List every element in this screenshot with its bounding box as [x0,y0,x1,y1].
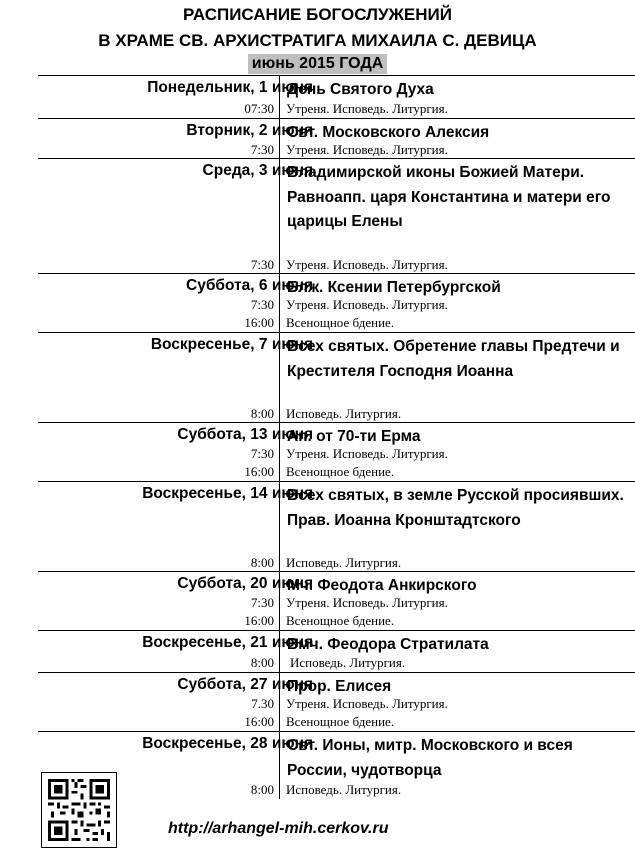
schedule-table [38,75,635,806]
row-day: Воскресенье, 21 июня [142,634,313,651]
row-feast: Всех святых, в земле Русской просиявших. Прав. Иоанна Кронштадтского [287,487,624,529]
row-day: Среда, 3 июня [202,162,313,179]
row-feast: Владимирской иконы Божией Матери. Равноапп. царя Константина и матери его царицы Елены [287,164,611,230]
service-time: 7:30 [250,257,274,272]
service-desc: Утреня. Исповедь. Литургия. [286,595,448,610]
row-day: Воскресенье, 7 июня [150,336,313,353]
row-feast: Всех святых. Обретение главы Предтечи и Крестителя Господня Иоанна [287,338,620,380]
service-desc: Всенощное бдение. [286,464,395,479]
service-time: 07:30 [244,101,274,116]
service-time: 7:30 [250,595,274,610]
service-time: 8:00 [250,655,274,670]
row-feast: Блж. Ксении Петербургской [287,279,501,296]
row-feast: Ап. от 70-ти Ерма [287,428,421,445]
service-time: 16:00 [244,613,274,628]
row-feast: Вмч. Феодора Стратилата [287,636,489,653]
service-line [38,405,635,422]
service-time: 16:00 [244,464,274,479]
schedule-row [38,274,635,333]
service-line [38,695,635,712]
row-day: Понедельник, 1 июня [147,79,313,96]
service-desc: Всенощное бдение. [286,714,395,729]
schedule-row [38,631,635,673]
service-time: 8:00 [250,406,274,421]
row-feast: Мч. Феодота Анкирского [287,577,477,594]
row-feast: День Святого Духа [287,81,434,98]
service-line [38,463,635,480]
service-desc: Утреня. Исповедь. Литургия. [286,297,448,312]
schedule-row [38,732,635,801]
service-time: 8:00 [250,782,274,797]
schedule-row [38,76,635,119]
service-desc: Всенощное бдение. [286,613,395,628]
service-time: 7:30 [250,446,274,461]
service-desc: Исповедь. Литургия. [286,406,402,421]
service-line [38,654,635,671]
row-day: Суббота, 6 июня [186,277,313,294]
service-time: 16:00 [244,315,274,330]
schedule-row [38,482,635,572]
row-day: Вторник, 2 июня [186,122,313,139]
service-line [38,594,635,611]
service-line [38,781,635,798]
service-line [38,713,635,730]
service-desc: Утреня. Исповедь. Литургия. [286,142,448,157]
service-desc: Утреня. Исповедь. Литургия. [286,101,448,116]
service-time: 8:00 [250,555,274,570]
service-line [38,141,635,158]
row-day: Воскресенье, 28 июня [142,735,313,752]
service-line [38,256,635,273]
row-feast: Прор. Елисея [287,678,392,695]
service-line [38,314,635,331]
service-desc: Исповедь. Литургия. [286,555,402,570]
row-feast: Свт. Московского Алексия [287,124,490,141]
title-line-1: РАСПИСАНИЕ БОГОСЛУЖЕНИЙ [183,5,452,24]
month-label: июнь 2015 ГОДА [248,54,388,74]
month-wrap [0,54,635,74]
service-desc: Исповедь. Литургия. [290,655,406,670]
service-line [38,612,635,629]
schedule-row [38,119,635,159]
schedule-row [38,333,635,423]
schedule-row [38,572,635,631]
service-desc: Исповедь. Литургия. [286,782,402,797]
schedule-row [38,673,635,732]
service-time: 7:30 [250,297,274,312]
row-day: Суббота, 13 июня [177,426,313,443]
row-day: Суббота, 20 июня [177,575,313,592]
schedule-row [38,423,635,482]
service-desc: Утреня. Исповедь. Литургия. [286,696,448,711]
service-line [38,554,635,571]
qr-code-icon [41,772,117,848]
schedule-row [38,159,635,274]
service-desc: Утреня. Исповедь. Литургия. [286,446,448,461]
row-feast: Свт. Ионы, митр. Московского и всея России, чудотворца [287,737,573,779]
service-time: 16:00 [244,714,274,729]
service-desc: Утреня. Исповедь. Литургия. [286,257,448,272]
service-line [38,100,635,117]
title-line-2: В ХРАМЕ СВ. АРХИСТРАТИГА МИХАИЛА С. ДЕВИЦА [98,31,537,50]
service-line [38,296,635,313]
service-line [38,445,635,462]
service-time: 7:30 [250,142,274,157]
row-day: Воскресенье, 14 июня [142,485,313,502]
row-day: Суббота, 27 июня [177,676,313,693]
service-time: 7.30 [251,696,274,711]
service-desc: Всенощное бдение. [286,315,395,330]
website-url: http://arhangel-mih.cerkov.ru [168,820,389,837]
